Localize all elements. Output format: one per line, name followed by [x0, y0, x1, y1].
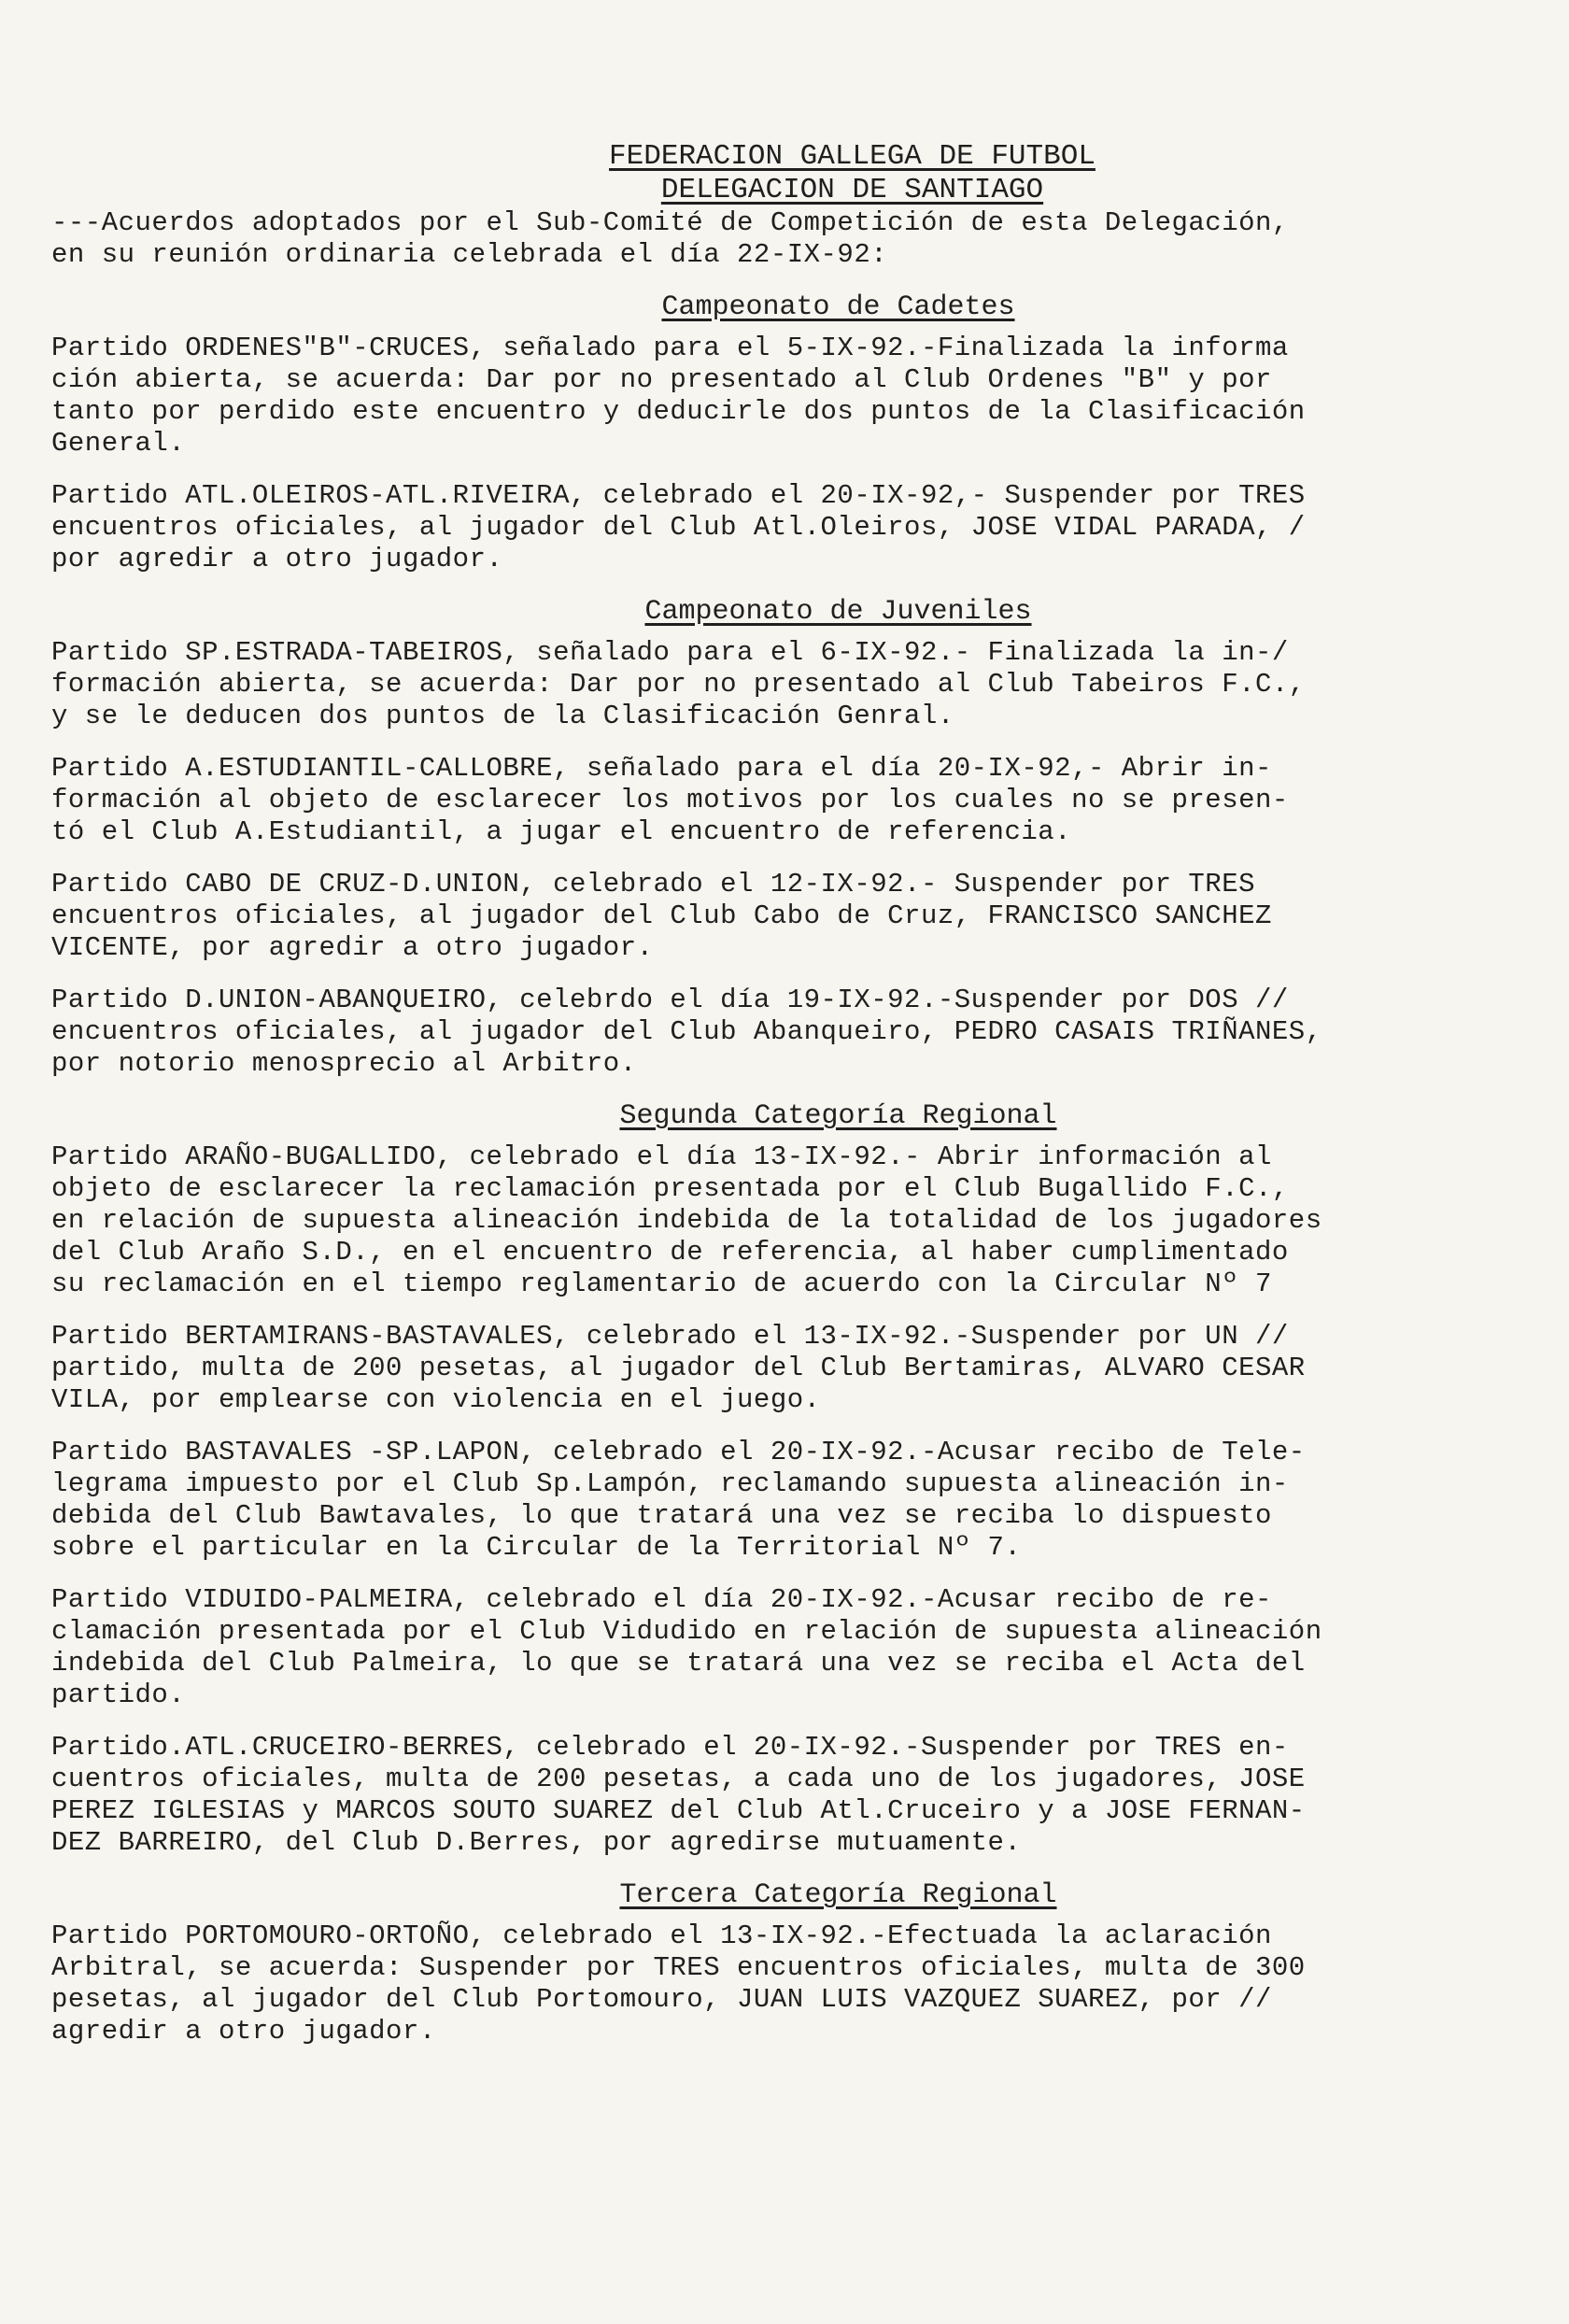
- paragraph-juveniles-3: Partido CABO DE CRUZ-D.UNION, celebrado el 12-IX-92.- Suspender por TRES encuentros oficiales, al jugador del Club Cabo de Cruz, FRANCISCO SANCHEZ VICENTE, por agredir a otro jugador.: [51, 869, 1272, 963]
- paragraph-juveniles-1: Partido SP.ESTRADA-TABEIROS, señalado para el 6-IX-92.- Finalizada la in-/ formación abierta, se acuerda: Dar por no presentado al Club Tabeiros F.C., y se le deducen dos puntos de la Clasificación Genral.: [51, 637, 1306, 731]
- intro-paragraph: ---Acuerdos adoptados por el Sub-Comité de Competición de esta Delegación, en su reunión ordinaria celebrada el día 22-IX-92:: [51, 207, 1289, 270]
- document-header: [191, 140, 1513, 207]
- paragraph-segunda-5: Partido.ATL.CRUCEIRO-BERRES, celebrado el 20-IX-92.-Suspender por TRES en- cuentros oficiales, multa de 200 pesetas, a cada uno de los jugadores, JOSE PEREZ IGLESIAS y MARCOS SOUTO SUAREZ del Club Atl.Cruceiro y a JOSE FERNAN- DEZ BARREIRO, del Club D.Berres, por agredirse mutuamente.: [51, 1732, 1306, 1858]
- delegation-title: DELEGACION DE SANTIAGO: [660, 174, 1044, 206]
- section-title-tercera: Tercera Categoría Regional: [619, 1879, 1057, 1911]
- section-title-cadetes: Campeonato de Cadetes: [661, 291, 1015, 323]
- paragraph-segunda-4: Partido VIDUIDO-PALMEIRA, celebrado el día 20-IX-92.-Acusar recibo de re- clamación presentada por el Club Vidudido en relación de supuesta alineación indebida del Club Palmeira, lo que se tratará una vez se reciba el Acta del partido.: [51, 1584, 1322, 1710]
- section-title-segunda: Segunda Categoría Regional: [619, 1100, 1057, 1132]
- paragraph-segunda-3: Partido BASTAVALES -SP.LAPON, celebrado el 20-IX-92.-Acusar recibo de Tele- legrama impuesto por el Club Sp.Lampón, reclamando supuesta alineación in- debida del Club Bawtavales, lo que tratará una vez se reciba lo dispuesto sobre el particular en la Circular de la Territorial Nº 7.: [51, 1437, 1306, 1563]
- paragraph-juveniles-2: Partido A.ESTUDIANTIL-CALLOBRE, señalado para el día 20-IX-92,- Abrir in- formación al objeto de esclarecer los motivos por los cuales no se presen- tó el Club A.Estudiantil, a jugar el encuentro de referencia.: [51, 753, 1289, 847]
- section-title-juveniles: Campeonato de Juveniles: [644, 596, 1032, 628]
- paragraph-juveniles-4: Partido D.UNION-ABANQUEIRO, celebrdo el día 19-IX-92.-Suspender por DOS // encuentros oficiales, al jugador del Club Abanqueiro, PEDRO CASAIS TRIÑANES, por notorio menosprecio al Arbitro.: [51, 985, 1322, 1079]
- paragraph-tercera-1: Partido PORTOMOURO-ORTOÑO, celebrado el 13-IX-92.-Efectuada la aclaración Arbitral, se acuerda: Suspender por TRES encuentros oficiales, multa de 300 pesetas, al jugador del Club Portomouro, JUAN LUIS VAZQUEZ SUAREZ, por // agredir a otro jugador.: [51, 1920, 1306, 2047]
- federation-title: FEDERACION GALLEGA DE FUTBOL: [609, 140, 1095, 173]
- paragraph-cadetes-1: Partido ORDENES"B"-CRUCES, señalado para el 5-IX-92.-Finalizada la informa ción abierta, se acuerda: Dar por no presentado al Club Ordenes "B" y por tanto por perdido este encuentro y deducirle dos puntos de la Clasificación General.: [51, 333, 1306, 459]
- paragraph-segunda-2: Partido BERTAMIRANS-BASTAVALES, celebrado el 13-IX-92.-Suspender por UN // partido, multa de 200 pesetas, al jugador del Club Bertamiras, ALVARO CESAR VILA, por emplearse con violencia en el juego.: [51, 1321, 1306, 1415]
- paragraph-cadetes-2: Partido ATL.OLEIROS-ATL.RIVEIRA, celebrado el 20-IX-92,- Suspender por TRES encuentros oficiales, al jugador del Club Atl.Oleiros, JOSE VIDAL PARADA, / por agredir a otro jugador.: [51, 480, 1306, 574]
- paragraph-segunda-1: Partido ARAÑO-BUGALLIDO, celebrado el día 13-IX-92.- Abrir información al objeto de esclarecer la reclamación presentada por el Club Bugallido F.C., en relación de supuesta alineación indebida de la totalidad de los jugadores del Club Araño S.D., en el encuentro de referencia, al haber cumplimentado su reclamación en el tiempo reglamentario de acuerdo con la Circular Nº 7: [51, 1141, 1322, 1299]
